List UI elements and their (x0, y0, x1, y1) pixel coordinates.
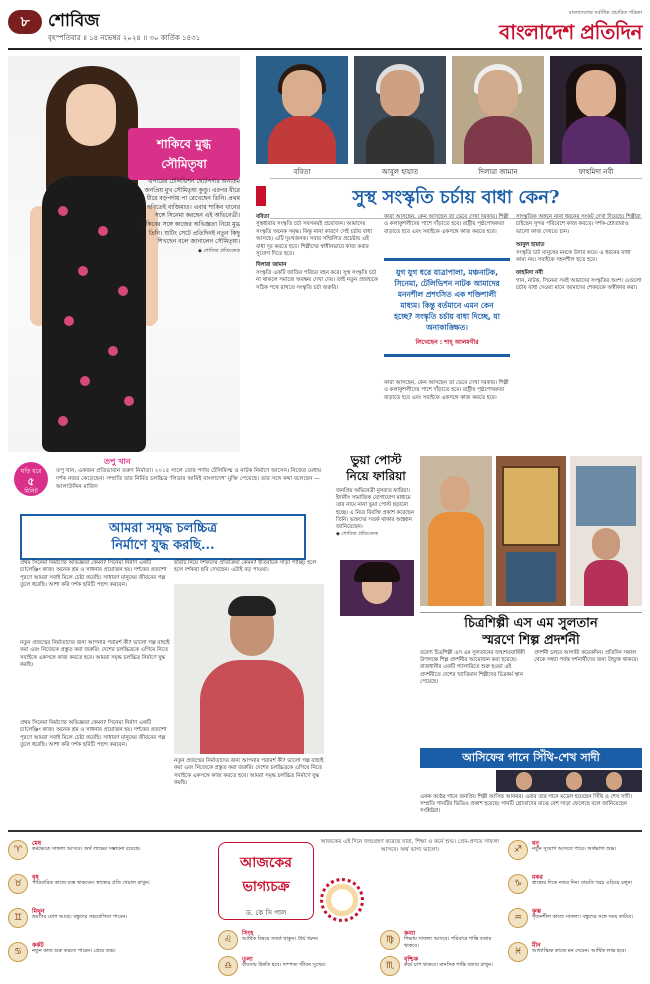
sign-item: ♌ সিংহ আর্থিক বিষয়ে সতর্ক থাকুন। ধৈর্য ধরুন। (218, 928, 418, 960)
portrait-name: আবুল হায়াত (381, 168, 419, 176)
interview-body-left-2: নতুন প্রজন্মের নির্মাতাদের জন্য আপনার পরামর্শ কী? ভালো গল্প বাছাই করা এবং নিজেকে প্রস্তুত করা জরুরি। দেশের চলচ্চিত্রকে এগিয়ে নিতে সবাইকে একসঙ্গে কাজ করতে হবে। আমরা সমৃদ্ধ চলচ্চিত্র নির্মাণে যুদ্ধ করছি। (20, 640, 170, 669)
asif-headline: আসিফের গানে সিঁথি-শেখ সাদী (420, 748, 642, 768)
interview-body-right-2: নতুন প্রজন্মের নির্মাতাদের জন্য আপনার পরামর্শ কী? ভালো গল্প বাছাই করা এবং নিজেকে প্রস্তুত করা জরুরি। দেশের চলচ্চিত্রকে এগিয়ে নিতে সবাইকে একসঙ্গে কাজ করতে হবে। আমরা সমৃদ্ধ চলচ্চিত্র নির্মাণে যুদ্ধ করছি। (174, 758, 324, 787)
sign-item: ♏ বৃশ্চিক কর্মে চাপ থাকবে। মানসিক শান্তি বজায় রাখুন। (380, 954, 500, 984)
sign-item: ♋ কর্কট নতুন কাজ শুরু করতে পারেন। প্রেমে শুভ। (8, 940, 208, 972)
sign-item: ♍ কন্যা শিক্ষায় সাফল্য আসবে। পরিবারে শান্তি বজায় থাকবে। (380, 928, 500, 960)
gemini-icon: ♊ (8, 908, 28, 928)
main-col-2-bottom: কারা আসছেন, কেন আসছেন তা ভেবে দেখা দরকার। শিল্পী ও কলাকুশলীদের পাশে দাঁড়াতে হবে। রাষ্ট্রীয় পৃষ্ঠপোষকতা বাড়াতে হবে এবং সবাইকে একসঙ্গে কাজ করতে হবে। (384, 380, 509, 401)
portrait-name: ফাহমিদা নবী (578, 168, 614, 176)
sign-item: ♊ মিথুন ভ্রমণের যোগ আছে। বন্ধুদের সহযোগিতা পাবেন। (8, 906, 208, 938)
capricorn-icon: ♑ (508, 874, 528, 894)
portrait-fahmida-nabi (550, 56, 642, 164)
portrait-abul-hayat (354, 56, 446, 164)
interview-headline-box: আমরা সমৃদ্ধ চলচ্চিত্র নির্মাণে যুদ্ধ করছি... (20, 514, 306, 560)
sign-item: ♑ মকর স্বাস্থ্যের দিকে নজর দিন। বাড়তি খরচ এড়িয়ে চলুন। (508, 872, 642, 904)
dateline: বৃহস্পতিবার ॥ ১৪ নভেম্বর ২০২৪ ॥ ৩০ কার্তিক ১৪৩১ (48, 34, 201, 42)
director-photo (174, 584, 324, 754)
sign-item: ♐ ধনু নতুন সুযোগ আসতে পারে। অর্থভাগ্য শুভ। (508, 838, 642, 870)
main-col-3: সাংস্কৃতিক অঙ্গনে নানা ধরনের সংকট দেখা দিয়েছে। শিল্পীরা চাইছেন সুন্দর পরিবেশে কাজ করতে। দর্শক-শ্রোতারাও ভালো কাজ দেখতে চান। আবুল হায়াত সংস্কৃতি চর্চা মানুষের মনকে উদার করে। এ ধরনের বাধা কাম্য নয়। সবাইকে সহনশীল হতে হবে। ফাহমিদা নবী গান, নাটক, সিনেমা সবই আমাদের সংস্কৃতির অংশ। এগুলো চর্চায় বাধা দেওয়া মানে আমাদের শেকড়কে অস্বীকার করা। (516, 214, 642, 292)
vuya-headline: ভুয়া পোস্ট নিয়ে ফারিয়া (346, 453, 406, 483)
headline-accent (256, 186, 266, 206)
virgo-icon: ♍ (380, 930, 400, 950)
vuya-body: জনপ্রিয় অভিনেত্রী নুসরাত ফারিয়া। ইদানীং সামাজিক যোগাযোগ মাধ্যমে তার নামে নানা ভুয়া পোস্ট ছড়ানো হচ্ছে। এ নিয়ে বিরক্তি প্রকাশ করেছেন তিনি। ভক্তদের সতর্ক থাকার আহ্বান জানিয়েছেন। ◆ শোবিজ প্রতিবেদক (336, 488, 414, 538)
sign-item: ♎ তুলা ব্যবসায় উন্নতি হবে। দাম্পত্য জীবন সুখের। (218, 954, 418, 984)
sultan-headline: চিত্রশিল্পী এস এম সুলতান স্মরণে শিল্প প্রদর্শনী (420, 612, 642, 649)
sign-item: ♉ বৃষ পারিবারিক কাজে ব্যস্ত থাকবেন। স্বাস্থ্যের প্রতি খেয়াল রাখুন। (8, 872, 208, 904)
aries-icon: ♈ (8, 840, 28, 860)
sign-item: ♈ মেষ কর্মক্ষেত্রে সাফল্য আসবে। অর্থ লাভের সম্ভাবনা রয়েছে। (8, 838, 208, 870)
libra-icon: ♎ (218, 956, 238, 976)
scorpio-icon: ♏ (380, 956, 400, 976)
portrait-dilara-zaman (452, 56, 544, 164)
exhibition-photo-1 (420, 456, 492, 606)
page-number: ৮ (8, 10, 42, 34)
horoscope-intro: আজকের এই দিনে জন্মগ্রহণ করেছে যারা, শিক্ষা ও কর্মে শুভ। প্রেম-প্রণয়ে সাফল্য আসবে। অর্থ ভাগ্য ভালো। (320, 839, 500, 853)
sign-item: ♓ মীন আধ্যাত্মিক কাজে মন দেবেন। আর্থিক লাভ হবে। (508, 940, 642, 972)
sultan-body-right: প্রদর্শনী চলবে আগামী কয়েকদিন। প্রতিদিন সকাল থেকে সন্ধ্যা পর্যন্ত দর্শনার্থীদের জন্য উন্মুক্ত থাকবে। (534, 650, 639, 664)
main-col-2-top: কারা আসছেন, কেন আসছেন তা ভেবে দেখা দরকার। শিল্পী ও কলাকুশলীদের পাশে দাঁড়াতে হবে। রাষ্ট্রীয় পৃষ্ঠপোষকতা বাড়াতে হবে এবং সবাইকে একসঙ্গে কাজ করতে হবে। (384, 214, 509, 235)
asif-body: একক কণ্ঠের গানে জনপ্রিয় শিল্পী আসিফ আকবর। এবার তার গানে মডেল হয়েছেন সিঁথি ও শেখ সাদী। সম্প্রতি গানটির ভিডিও প্রকাশ হয়েছে। গানটি শ্রোতাদের মাঝে বেশ সাড়া ফেলেছে বলে জানিয়েছেন সংশ্লিষ্টরা। (420, 794, 632, 815)
asif-video-still (496, 770, 642, 792)
exhibition-photo-3 (570, 456, 642, 606)
actress-figure (28, 66, 158, 452)
section-title: শোবিজ (48, 11, 100, 31)
zodiac-wheel-icon (320, 878, 364, 922)
masthead-title: বাংলাদেশ প্রতিদিন (499, 20, 642, 44)
interview-body-left: প্রথম সিনেমা নির্মাণের অভিজ্ঞতা কেমন? সিনেমা নির্মাণ একটি চ্যালেঞ্জিং কাজ। অনেক শ্রম ও সাধনার প্রয়োজন হয়। দর্শকের প্রত্যাশা পূরণে আমরা সবাই মিলে চেষ্টা করেছি। সাধারণ মানুষের জীবনের গল্প তুলে ধরেছি। আশা করি দর্শক ছবিটি পছন্দ করবেন। (20, 560, 167, 589)
sultan-body-left: বরেণ্য চিত্রশিল্পী এস এম সুলতানের জন্মশতবার্ষিকী উপলক্ষে শিল্প প্রদর্শনীর আয়োজন করা হয়েছে। রাজধানীর একটি গ্যালারিতে শুরু হওয়া এই প্রদর্শনীতে দেশের খ্যাতিমান শিল্পীদের চিত্রকর্ম স্থান পেয়েছে। (420, 650, 526, 685)
lead-body: এপারের টেলিভিশন ছোটপর্দার অন্যতম জনপ্রিয় মুখ সৌমিতৃষা কুণ্ডু। এরপর ধীরে ধীরে বড়পর্দায় পা রেখেছেন তিনি। প্রথম ছবিতেই বাজিমাত। এবার শাকিব খানের সঙ্গে সিনেমা করছেন এই অভিনেত্রী। শাকিবের সঙ্গে কাজের অভিজ্ঞতা নিয়ে মুগ্ধ তিনি। শুটিং সেটে প্রতিদিনই নতুন কিছু শিখছেন বলে জানালেন সৌমিতৃষা। ◆ শোবিজ প্রতিবেদক (140, 178, 240, 254)
five-minute-tag: ঘড়ি ধরে ৫ মিনিট (14, 462, 48, 496)
portrait-row (256, 56, 642, 176)
cancer-icon: ♋ (8, 942, 28, 962)
sagittarius-icon: ♐ (508, 840, 528, 860)
leo-icon: ♌ (218, 930, 238, 950)
exhibition-photo-2 (496, 456, 566, 606)
main-col-1: ববিতা সুস্থধারার সংস্কৃতি চর্চা সবসময়ই প্রয়োজন। আমাদের সংস্কৃতি অনেক সমৃদ্ধ। কিন্তু নানা কারণে সেই চর্চায় বাধা আসছে। এটি দুঃখজনক। সবার সম্মিলিত প্রচেষ্টায় এই বাধা দূর করতে হবে। শিল্পীদের স্বাধীনভাবে কাজ করার সুযোগ দিতে হবে। দিলারা জামান সংস্কৃতি একটি জাতির পরিচয় বহন করে। সুস্থ সংস্কৃতি চর্চা না থাকলে সমাজে অবক্ষয় দেখা দেয়। তাই নতুন প্রজন্মকে সঠিক পথে রাখতে সংস্কৃতি চর্চা জরুরি। (256, 214, 378, 291)
portrait-name: দিলারা জামান (478, 168, 518, 176)
portrait-bobita (256, 56, 348, 164)
horoscope-section (8, 830, 642, 978)
pisces-icon: ♓ (508, 942, 528, 962)
horoscope-title-box: আজকের ভাগ্যচক্র ড. কে সি পাল (218, 842, 314, 920)
interview-name: তপু খান (104, 457, 131, 466)
lead-headline: শাকিবে মুগ্ধ সৌমিতৃষা (128, 128, 240, 180)
masthead-tagline: বাংলাদেশের সর্বাধিক প্রচারিত পত্রিকা (568, 10, 642, 16)
faria-photo (340, 560, 414, 616)
interview-body-left-3: প্রথম সিনেমা নির্মাণের অভিজ্ঞতা কেমন? সিনেমা নির্মাণ একটি চ্যালেঞ্জিং কাজ। অনেক শ্রম ও সাধনার প্রয়োজন হয়। দর্শকের প্রত্যাশা পূরণে আমরা সবাই মিলে চেষ্টা করেছি। সাধারণ মানুষের জীবনের গল্প তুলে ধরেছি। আশা করি দর্শক ছবিটি পছন্দ করবেন। (20, 720, 167, 749)
pullquote: যুগ যুগ ধরে যাত্রাপালা, মঞ্চনাটক, সিনেমা, টেলিভিশন নাটক আমাদের মননশীল প্রশংসিত এক শক্তিশালী মাধ্যম। কিন্তু বর্তমানে এমন কেন হচ্ছে? সংস্কৃতি চর্চায় বাধা দিচ্ছে, যা অনাকাঙ্ক্ষিত। লিখেছেন : শাহ্ আলমগীর (384, 258, 510, 357)
sign-item: ♒ কুম্ভ সৃজনশীল কাজে সাফল্য। বন্ধুদের সঙ্গে সময় কাটবে। (508, 906, 642, 938)
interview-body-right: ছবিটি নিয়ে দর্শকদের প্রতিক্রিয়া কেমন? ইতিবাচক সাড়া পাচ্ছি। হলে হলে দর্শকরা ছবি দেখছেন। এটাই বড় পাওয়া। (174, 560, 317, 574)
main-headline: সুস্থ সংস্কৃতি চর্চায় বাধা কেন? (270, 178, 642, 219)
page-header (8, 8, 642, 50)
taurus-icon: ♉ (8, 874, 28, 894)
portrait-name: ববিতা (293, 168, 311, 176)
lead-photo (8, 56, 240, 452)
interview-intro: তপু খান, একজন প্রতিভাবান তরুণ নির্মাতা। ২০১৫ সালে তোর পর্দায় টেলিফিল্ম ও নাটক নির্মাণে আসেন। নিজের মেধায় দর্শক নজর কেড়েছেন। সম্প্রতি তার নির্মিত চলচ্চিত্র 'লিডার আমিই বাংলাদেশ' মুক্তি পেয়েছে। তার সঙ্গে কথা বলেছেন — আলাউদ্দিন মাজিদ (56, 468, 322, 490)
aquarius-icon: ♒ (508, 908, 528, 928)
masthead (499, 10, 642, 51)
